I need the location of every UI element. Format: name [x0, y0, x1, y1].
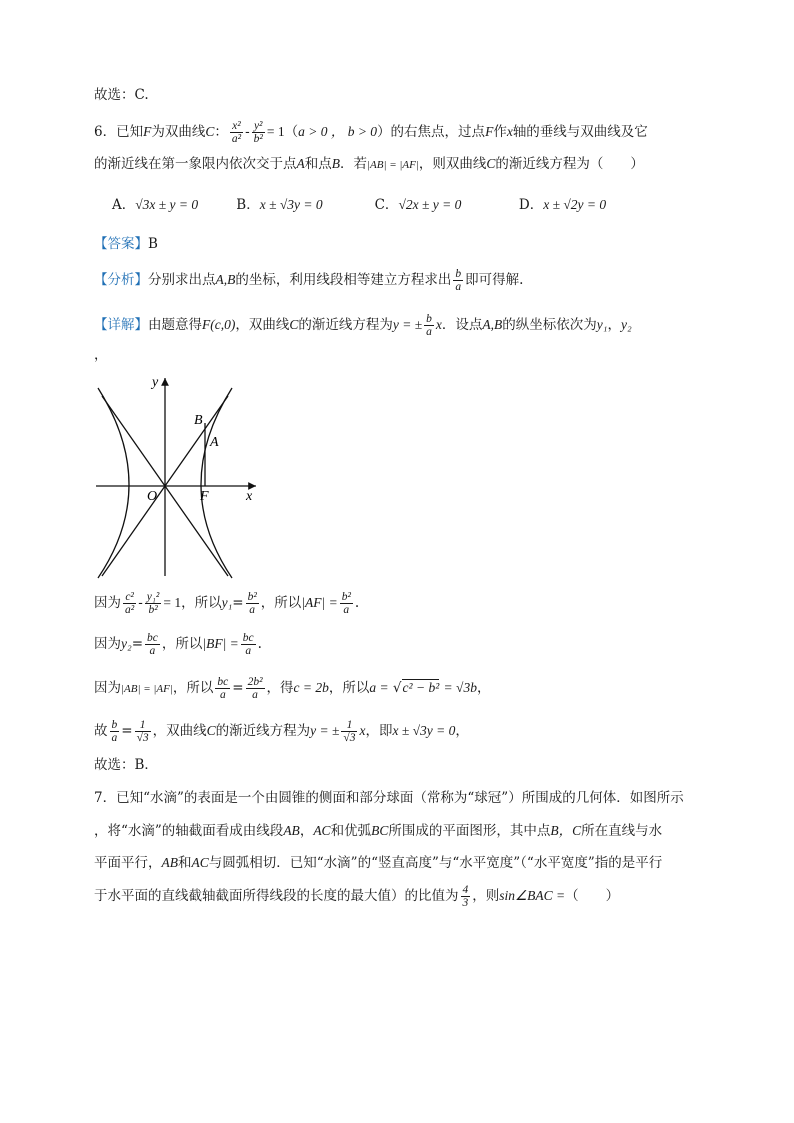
derivation-line-1: 因为 $\frac{\text{c²}}{\text{a²}}$ - $\frac{\text{y₁²}}{\text{b²}}$ = 1，所以y₁= $\frac{\text{b²}}{a}$ ，所以|AF| = $\frac{\text{b²}}{a}$ .	[94, 591, 360, 617]
hyperbola-figure	[92, 372, 272, 582]
text: ，将“水滴”的轴截面看成由线段	[94, 823, 284, 839]
detail-line	[94, 313, 632, 338]
label-x: x	[246, 489, 253, 504]
math-var: y₁	[596, 317, 608, 333]
math-expr: c² − b²	[402, 680, 440, 696]
text: ，双曲线	[152, 723, 207, 740]
text: 所在直线与水	[581, 823, 663, 839]
math-var: y₂	[620, 317, 632, 333]
math-var: BC	[371, 823, 389, 838]
question-7-line-1	[94, 790, 684, 806]
text: 和优弧	[330, 823, 372, 839]
answer-tag: 【答案】	[94, 236, 148, 252]
math-expr: |AB| = |AF|	[121, 683, 173, 696]
text: 平面平行，	[94, 855, 162, 871]
question-6-line-1: 6．已知F为双曲线C： $\frac{\text{x²}}{\text{a²}}$ - $\frac{\text{y²}}{\text{b²}}$ = 1（a > 0 ， b > 0）的右焦点，过点F作x轴的垂线与双曲线及它	[94, 120, 648, 146]
question-7-line-2: ，将“水滴”的轴截面看成由线段AB，AC和优弧BC所围成的平面图形，其中点B，C所在直线与水	[94, 823, 663, 839]
derivation-line-2: 因为y₂= $\frac{bc}{a}$ ，所以|BF| = $\frac{bc}{a}$ .	[94, 632, 262, 658]
fraction: $\frac{\text{2b²}}{a}$	[247, 676, 263, 702]
derivation-line-3: 因为|AB| = |AF|，所以 $\frac{bc}{a}$ = $\frac{\text{2b²}}{a}$ ，得c = 2b，所以a = √c² − b² = √3b，	[94, 676, 491, 702]
conclusion-text: 故选：C.	[94, 87, 149, 103]
text: 轴的垂线与双曲线及它	[512, 124, 648, 141]
math-var: B，C	[550, 823, 582, 838]
math-var: x	[359, 723, 366, 739]
text: ，所以	[328, 680, 370, 697]
math-var: AC	[313, 823, 331, 838]
math-expr: = 1	[266, 124, 285, 140]
hyperbola-left-branch	[98, 388, 129, 578]
fraction: $\frac{bc}{a}$	[217, 676, 229, 702]
text: 的渐近线在第一象限内依次交于点	[94, 156, 297, 172]
text: ，即	[365, 723, 393, 740]
text: 于水平面的直线截轴截面所得线段的长度的最大值）的比值为	[94, 888, 459, 905]
text: 由题意得	[148, 317, 202, 334]
fraction: $\frac{b}{a}$	[111, 719, 118, 745]
text: ，双曲线	[235, 317, 290, 334]
text-line	[94, 87, 149, 103]
option-b[interactable]: B．x ± √3y = 0	[236, 197, 323, 213]
text: ，得	[266, 680, 294, 697]
wrapped-comma: ，	[94, 347, 108, 363]
text: ．若	[340, 156, 367, 172]
text: ，则双曲线	[418, 156, 487, 172]
math-var: C	[206, 723, 216, 739]
math-var: C	[486, 156, 496, 171]
math-var: AB	[161, 855, 178, 870]
text: （ ）	[565, 888, 620, 905]
fraction: $\frac{\text{b²}}{a}$	[247, 591, 257, 617]
answer-value: B	[148, 236, 158, 252]
text: 即可得解.	[465, 272, 524, 289]
fraction: $\frac{\text{x²}}{\text{a²}}$	[231, 120, 242, 146]
text: 因为	[94, 680, 121, 697]
fraction: $\frac{\text{y²}}{\text{b²}}$	[253, 120, 263, 146]
text: ，所以	[172, 680, 214, 697]
text: 为双曲线	[151, 124, 206, 141]
conclusion-line	[94, 757, 158, 773]
math-var: A,B	[482, 317, 503, 333]
fraction: $\frac{\text{y₁²}}{\text{b²}}$	[146, 591, 160, 617]
text: 的纵坐标依次为	[502, 317, 597, 334]
math-var: x	[435, 317, 442, 333]
text: ．设点	[441, 317, 483, 334]
question-7-line-4	[94, 884, 619, 909]
math-expr: a > 0 ， b > 0	[298, 124, 378, 140]
text: 7．已知“水滴”的表面是一个由圆锥的侧面和部分球面（常称为“球冠”）所围成的几何体．如图所示	[94, 790, 684, 806]
fraction: $\frac{\text{b²}}{a}$	[341, 591, 351, 617]
label-B: B	[194, 413, 203, 428]
text: ，则	[472, 888, 500, 905]
conclusion-text: 故选：B．	[94, 757, 158, 773]
analysis-tag: 【分析】	[94, 272, 148, 289]
fraction: $\frac{bc}{a}$	[147, 632, 158, 658]
math-expr: c = 2b	[293, 680, 329, 696]
question-7-line-3	[94, 855, 662, 871]
text: 与圆弧相切．已知“水滴”的“竖直高度”与“水平宽度”（“水平宽度”指的是平行	[208, 855, 663, 871]
math-expr: y = ±	[310, 723, 340, 739]
math-var: A	[296, 156, 305, 171]
math-var: A,B	[215, 272, 236, 288]
fraction: $\frac{b}{a}$	[426, 313, 432, 339]
text: 和	[178, 855, 192, 871]
fraction: $\frac{b}{a}$	[455, 268, 462, 294]
text: 和点	[304, 156, 332, 172]
question-number: 6．已知	[94, 124, 144, 141]
text: 分别求出点	[148, 272, 216, 289]
text: 因为	[94, 636, 121, 653]
text: 的渐近线方程为	[298, 317, 393, 334]
derivation-line-4: 故 $\frac{b}{a}$ = $\frac{1}{√3}$ ，双曲线C的渐近线方程为y = ± $\frac{1}{√3}$ x，即x ± √3y = 0，	[94, 719, 469, 745]
fraction: $\frac{1}{√3}$	[343, 719, 356, 745]
math-expr: x ± √3y = 0	[392, 723, 456, 739]
math-expr: F(c,0)	[202, 317, 236, 333]
option-d[interactable]: D．x ± √2y = 0	[518, 197, 607, 213]
math-var: F	[485, 124, 494, 140]
options-row	[112, 197, 606, 213]
text: ，所以	[181, 595, 222, 612]
math-expr: = √3b	[443, 680, 477, 696]
fraction: $\frac{bc}{a}$	[242, 632, 254, 658]
fraction: $\frac{\text{c²}}{\text{a²}}$	[125, 591, 135, 617]
math-var: y₁	[221, 595, 233, 611]
text: （	[284, 124, 299, 141]
math-var: x	[506, 124, 513, 140]
math-expr: = 1	[163, 595, 182, 611]
text: ，	[455, 723, 469, 740]
math-expr: |BF| =	[202, 636, 239, 652]
label-F: F	[200, 489, 209, 504]
fraction: $\frac{4}{3}$	[462, 884, 469, 910]
label-y: y	[152, 375, 159, 390]
label-O: O	[147, 489, 158, 504]
math-expr: a =	[369, 680, 389, 696]
math-var: B	[331, 156, 340, 171]
text: 作	[493, 124, 507, 141]
math-var: AB	[283, 823, 300, 838]
text: 故	[94, 723, 108, 740]
text: 因为	[94, 595, 121, 612]
math-var: AC	[191, 855, 209, 870]
text: 所围成的平面图形，其中点	[388, 823, 551, 839]
math-var: C	[289, 317, 299, 333]
text: 的渐近线方程为	[215, 723, 311, 740]
answer-line	[94, 236, 158, 252]
math-var: F	[143, 124, 152, 140]
text: ，所以	[260, 595, 302, 612]
math-expr: y = ±	[392, 317, 423, 333]
detail-tag: 【详解】	[94, 317, 148, 334]
math-expr: sin∠BAC =	[499, 888, 566, 904]
option-c[interactable]: C．√2x ± y = 0	[374, 197, 462, 213]
math-var: y₂	[121, 636, 132, 652]
text: 的坐标，利用线段相等建立方程求出	[235, 272, 452, 289]
math-expr: |AF| =	[301, 595, 338, 611]
text: ）的右焦点，过点	[377, 124, 486, 141]
math-expr: |AB| = |AF|	[367, 159, 419, 171]
analysis-line	[94, 268, 523, 293]
label-A: A	[210, 435, 219, 450]
option-a[interactable]: A．√3x ± y = 0	[112, 197, 199, 213]
text: ，所以	[161, 636, 203, 653]
fraction: $\frac{1}{√3}$	[136, 719, 149, 745]
text: 的渐近线方程为（ ）	[495, 156, 644, 172]
math-var: C	[205, 124, 215, 140]
text: ，	[607, 317, 621, 334]
question-6-line-2	[94, 156, 644, 172]
